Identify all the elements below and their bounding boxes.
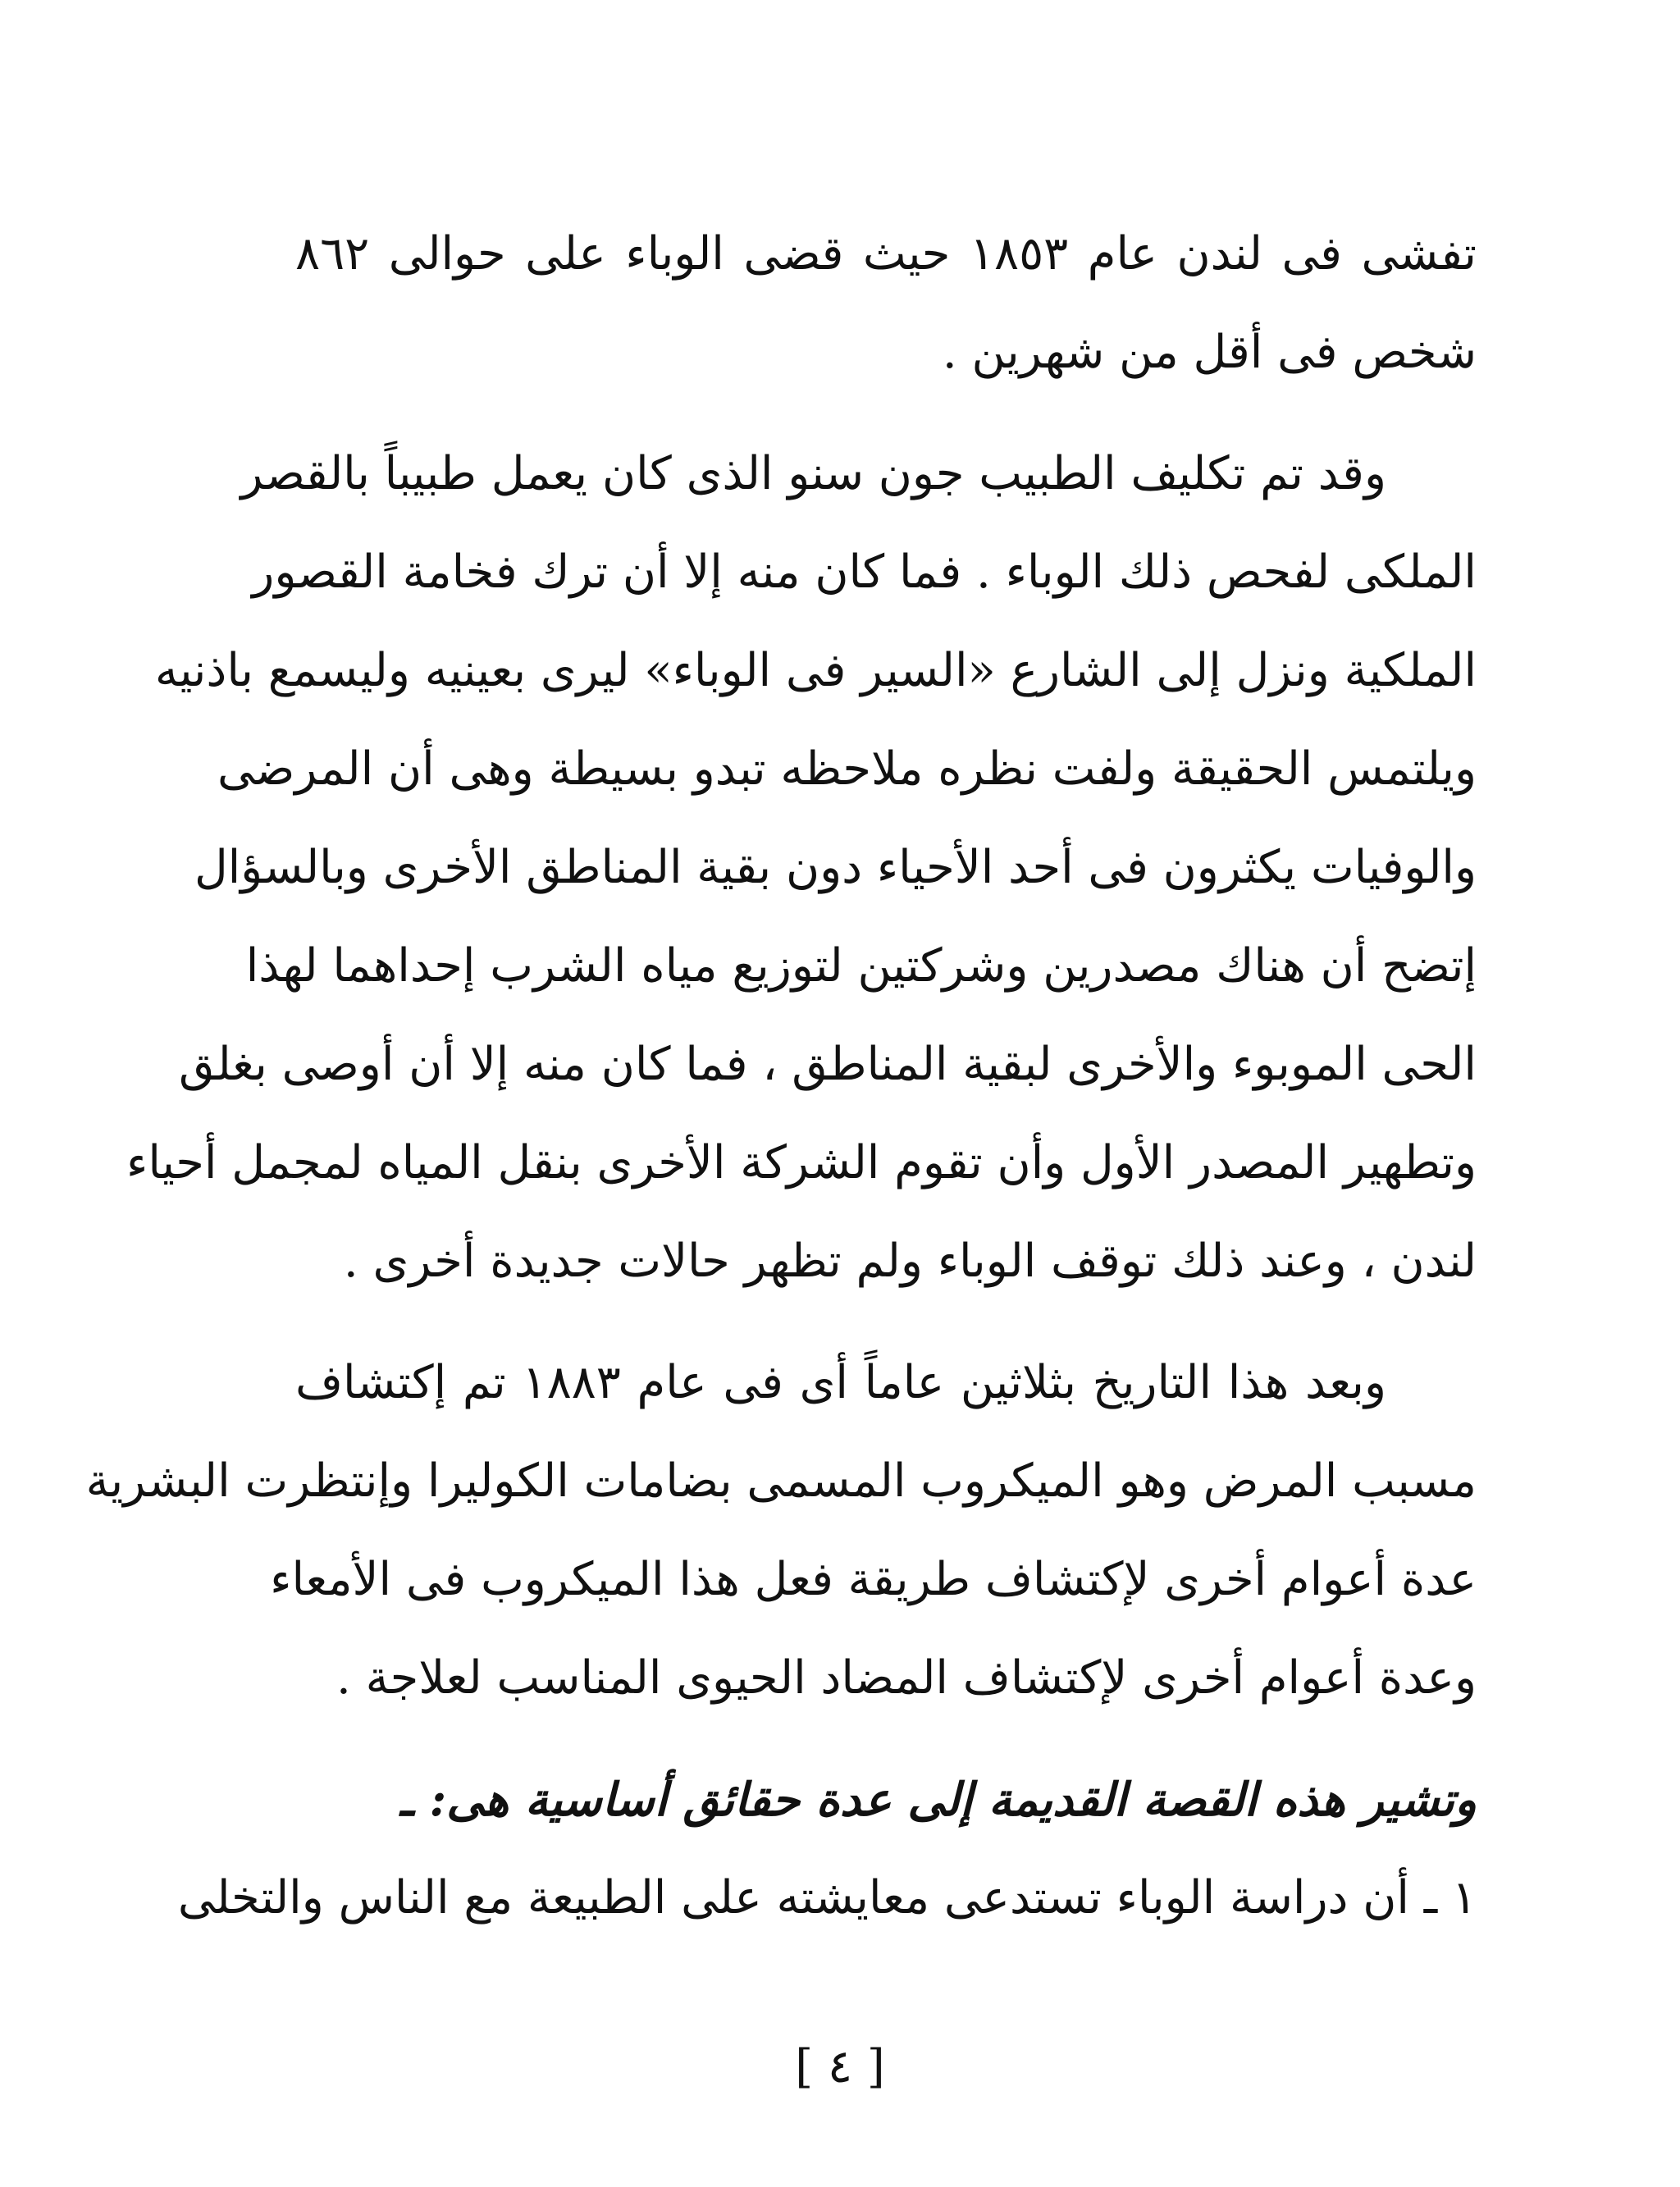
text-line: عدة أعوام أخرى لإكتشاف طريقة فعل هذا الميكروب فى الأمعاء [270, 1553, 1477, 1606]
text-line: الملكى لفحص ذلك الوباء . فما كان منه إلا أن ترك فخامة القصور [252, 546, 1477, 599]
page-number: [ ٤ ] [795, 2040, 885, 2093]
text-line: وتطهير المصدر الأول وأن تقوم الشركة الأخرى بنقل المياه لمجمل أحياء [126, 1136, 1477, 1189]
text-line: تفشى فى لندن عام ١٨٥٣ حيث قضى الوباء على حوالى ٨٦٢ [295, 227, 1477, 281]
text-line: والوفيات يكثرون فى أحد الأحياء دون بقية المناطق الأخرى وبالسؤال [194, 841, 1477, 894]
text-line: وبعد هذا التاريخ بثلاثين عاماً أى فى عام ١٨٨٣ تم إكتشاف [295, 1356, 1386, 1409]
text-line: شخص فى أقل من شهرين . [942, 326, 1477, 379]
paragraph-1 [295, 205, 1477, 402]
text-line: إتضح أن هناك مصدرين وشركتين لتوزيع مياه الشرب إحداهما لهذا [245, 939, 1477, 993]
text-line: لندن ، وعند ذلك توقف الوباء ولم تظهر حالات جديدة أخرى . [343, 1235, 1477, 1288]
text-line: الملكية ونزل إلى الشارع «السير فى الوباء» ليرى بعينيه وليسمع باذنيه [154, 644, 1477, 697]
text-line: وعدة أعوام أخرى لإكتشاف المضاد الحيوى المناسب لعلاجة . [336, 1651, 1477, 1705]
list-item: ١ ـ أن دراسة الوباء تستدعى معايشته على الطبيعة مع الناس والتخلى [177, 1871, 1477, 1924]
paragraph-2 [126, 425, 1477, 1311]
paragraph-3 [85, 1334, 1477, 1728]
text-line: مسبب المرض وهو الميكروب المسمى بضامات الكوليرا وإنتظرت البشرية [85, 1454, 1477, 1508]
text-line: وقد تم تكليف الطبيب جون سنو الذى كان يعمل طبيباً بالقصر [240, 447, 1386, 500]
text-line: الحى الموبوء والأخرى لبقية المناطق ، فما كان منه إلا أن أوصى بغلق [178, 1038, 1477, 1091]
page-body [85, 205, 1477, 1947]
section-heading: وتشير هذه القصة القديمة إلى عدة حقائق أساسية هى: ـ [399, 1773, 1477, 1827]
text-line: ويلتمس الحقيقة ولفت نظره ملاحظه تبدو بسيطة وهى أن المرضى [217, 742, 1477, 796]
